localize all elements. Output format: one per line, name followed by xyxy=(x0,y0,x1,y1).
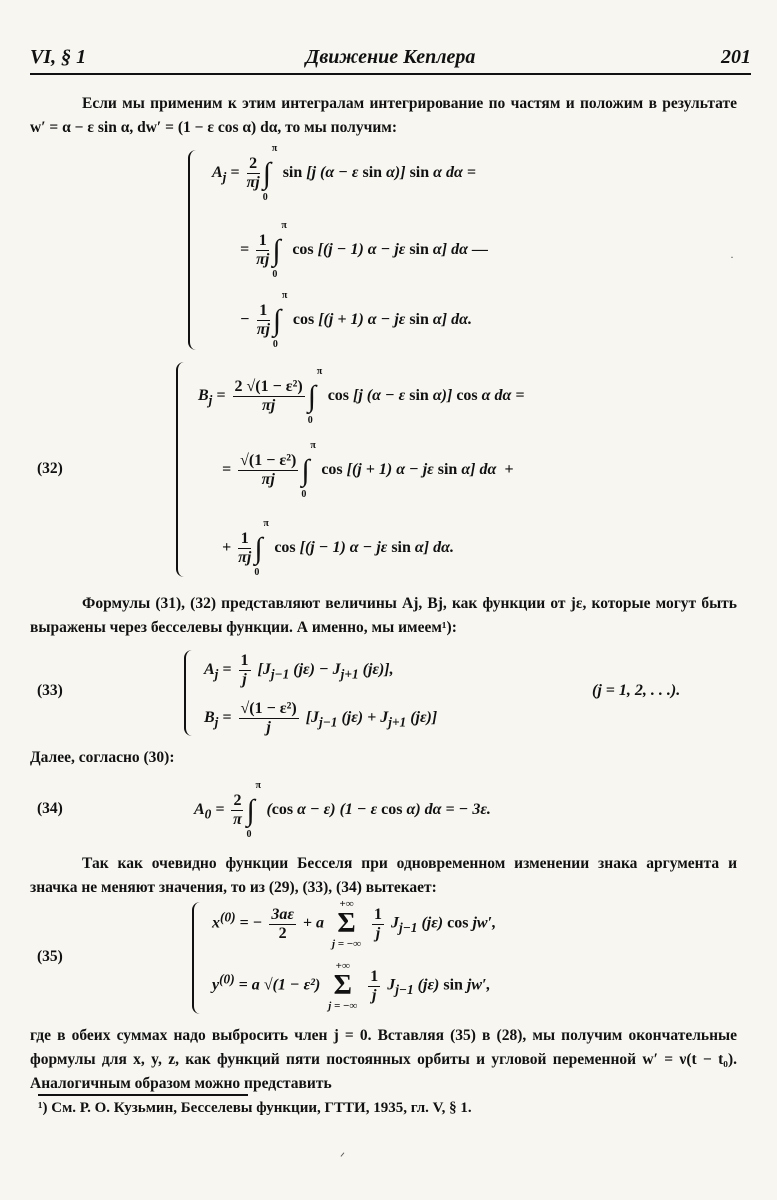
equation-number-32: (32) xyxy=(37,460,63,477)
page-header xyxy=(30,46,751,74)
formula-aj-line1: $A_j$ = $\frac{2}{\pi j}$ ∫ π 0 sin [j (α − ε sin α)] sin α dα = xyxy=(212,142,476,203)
equation-number-33: (33) xyxy=(37,682,63,699)
formula-35-line1: $x^{(0)}$ = − $\frac{3a\varepsilon}{2}$ + a +∞ Σ j = −∞ $\frac{1}{j}$ $J_{j-1}$ (jε) cos jw′, xyxy=(212,898,497,950)
paragraph-2: Формулы (31), (32) представляют величины Aj, Bj, как функции от jε, которые могут быть выражены через бесселевы функции. А именно, мы имеем¹): xyxy=(30,595,737,636)
equation-33-range: (j = 1, 2, . . .). xyxy=(592,682,681,699)
formula-34: $A_0$ = $\frac{2}{\pi}$ ∫ π 0 (cos α − ε) (1 − ε cos α) dα = − 3ε. xyxy=(194,779,491,840)
formula-bj-line2: = $\frac{\text{√(1 − ε²)}}{\pi j}$ ∫ π 0 cos [(j + 1) α − jε sin α] dα + xyxy=(222,439,514,500)
footnote-rule xyxy=(38,1094,248,1096)
formula-33-line1: $A_j$ = $\frac{1}{j}$ [$J_{j-1}$ $(j\varepsilon) - J_{j+1}$ (jε)], xyxy=(204,652,394,688)
formula-bj-line1: $B_j$ = $\frac{\text{2 √(1 − ε²)}}{\pi j}$ ∫ π 0 cos [j (α − ε sin α)] cos α dα = xyxy=(198,365,525,426)
formula-33-line2: $B_j$ = $\frac{\text{√(1 − ε²)}}{j}$ [$J_{j-1}$ $(j\varepsilon) + J_{j+1}$ (jε)] xyxy=(204,700,438,736)
formula-aj-line3: − $\frac{1}{\pi j}$ ∫ π 0 cos [(j + 1) α − jε sin α] dα. xyxy=(240,289,472,350)
paragraph-1: Если мы применим к этим интегралам интегрирование по частям и положим в результате w′ = α − ε sin α, dw′ = (1 − ε cos α) dα, то мы получим: xyxy=(30,95,737,136)
formula-aj-line2: = $\frac{1}{\pi j}$ ∫ π 0 cos [(j − 1) α − jε sin α] dα — xyxy=(240,219,488,280)
paragraph-4: Так как очевидно функции Бесселя при одновременном изменении знака аргумента и значка не меняют значения, то из (29), (33), (34) вытекает: xyxy=(30,855,737,896)
footnote: ¹) См. Р. О. Кузьмин, Бесселевы функции, ГТТИ, 1935, гл. V, § 1. xyxy=(38,1100,472,1116)
equation-number-34: (34) xyxy=(37,800,63,817)
scan-speck: · xyxy=(730,250,734,264)
page-number: 201 xyxy=(721,46,751,68)
paragraph-5: где в обеих суммах надо выбросить член j = 0. Вставляя (35) в (28), мы получим окончательные формулы для x, y, z, как функций пяти постоянных орбиты и угловой переменной w′ = ν(t − t₀). Аналогичным образом можно представить xyxy=(30,1027,737,1092)
brace-aj xyxy=(188,150,200,350)
equation-number-35: (35) xyxy=(37,948,63,965)
scan-speck: ᐟ xyxy=(340,1150,346,1164)
running-title: Движение Кеплера xyxy=(305,46,476,68)
formula-bj-line3: + $\frac{1}{\pi j}$ ∫ π 0 cos [(j − 1) α − jε sin α] dα. xyxy=(222,517,454,578)
paragraph-3: Далее, согласно (30): xyxy=(30,749,175,766)
brace-bj xyxy=(176,362,188,577)
formula-35-line2: $y^{(0)} = a$ √(1 − ε²) +∞ Σ j = −∞ $\frac{1}{j}$ $J_{j-1}$ (jε) sin jw′, xyxy=(212,960,491,1012)
brace-33 xyxy=(184,650,196,736)
header-rule xyxy=(30,73,751,75)
brace-35 xyxy=(192,902,204,1014)
chapter-section: VI, § 1 xyxy=(30,46,87,68)
